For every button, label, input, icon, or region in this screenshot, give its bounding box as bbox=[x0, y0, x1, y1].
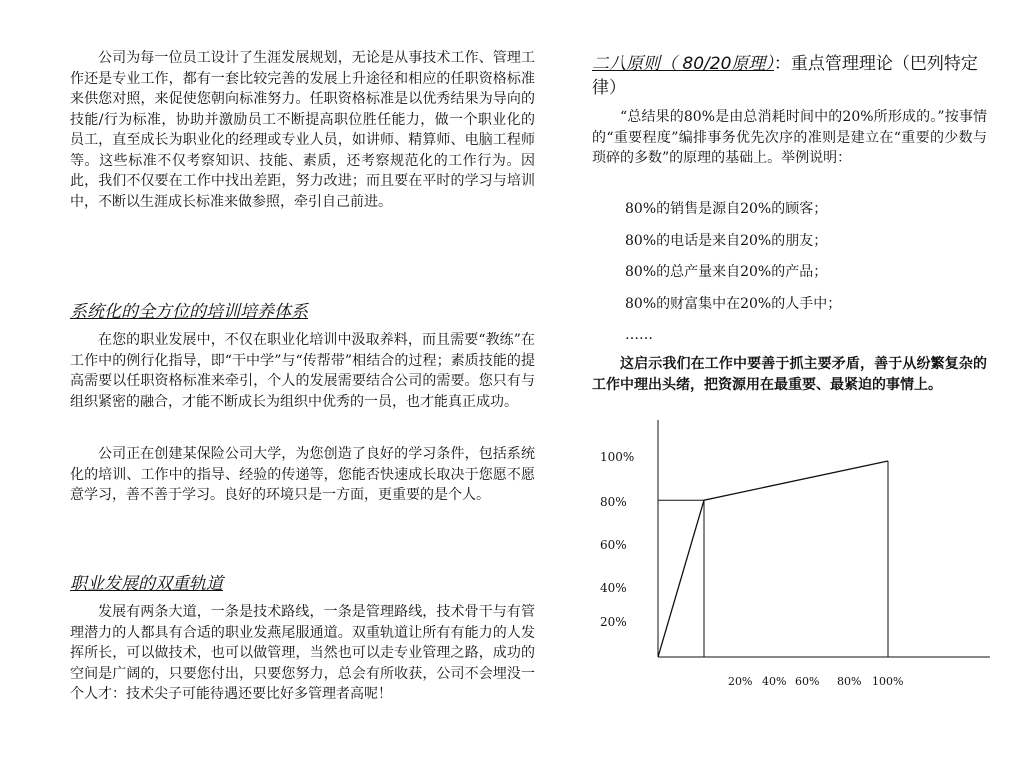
y-tick-label: 20% bbox=[600, 615, 627, 629]
training-paragraph: 在您的职业发展中，不仅在职业化培训中汲取养料，而且需要“教练”在工作中的例行化指导，即“干中学”与“传帮带”相结合的过程；素质技能的提高需要以任职资格标准来牵引，个人的发展需要结合公司的需要。您只有与组织紧密的融合，才能不断成长为组织中优秀的一员，也才能真正成功。 bbox=[70, 332, 535, 410]
y-tick-label: 60% bbox=[600, 538, 627, 552]
list-item: 80%的财富集中在20%的人手中； bbox=[625, 295, 842, 312]
dual-track-heading: 职业发展的双重轨道 bbox=[70, 574, 223, 594]
list-item: 80%的总产量来自20%的产品； bbox=[625, 264, 828, 280]
x-tick-label: 80% bbox=[837, 675, 862, 688]
list-item: 80%的电话是来自20%的朋友； bbox=[625, 232, 828, 249]
y-tick-label: 40% bbox=[600, 581, 627, 595]
list-item: 80%的销售是源自20%的顾客； bbox=[625, 201, 828, 217]
pareto-chart bbox=[592, 415, 992, 715]
y-tick-label: 100% bbox=[600, 450, 635, 464]
list-item: …… bbox=[625, 327, 653, 343]
career-plan-paragraph: 公司为每一位员工设计了生涯发展规划，无论是从事技术工作、管理工作还是专业工作，都有一套比较完善的发展上升途径和相应的任职资格标准来供您对照，来促使您朝向标准努力。任职资格标准是以优秀结果为导向的技能/行为标准，协助并激励员工不断提高职位胜任能力，做一个职业化的员工，直至成长为职业化的经理或专业人员，如讲师、精算师、电脑工程师等。这些标准不仅考察知识、技能、素质，还考察规范化的工作行为。因此，我们不仅要在工作中找出差距，努力改进；而且要在平时的学习与培训中，不断以生涯成长标准来做参照，牵引自己前进。 bbox=[70, 50, 535, 210]
conclusion-paragraph: 这启示我们在工作中要善于抓主要矛盾，善于从纷繁复杂的工作中理出头绪，把资源用在最重要、最紧迫的事情上。 bbox=[592, 356, 987, 393]
examples-list bbox=[625, 199, 841, 357]
x-tick-label: 100% bbox=[872, 675, 904, 688]
pareto-explanation: “总结果的80%是由总消耗时间中的20%所形成的。”按事情的“重要程度”编排事务优先次序的准则是建立在“重要的少数与琐碎的多数”的原理的基础上。举例说明： bbox=[592, 109, 987, 166]
dual-track-paragraph: 发展有两条大道，一条是技术路线，一条是管理路线，技术骨干与有管理潜力的人都具有合适的职业发燕尾服通道。双重轨道让所有有能力的人发挥所长，可以做技术，也可以做管理，当然也可以走专业管理之路，成功的空间是广阔的，只要您付出，只要您努力，总会有所收获，公司不会埋没一个人才：技术尖子可能待遇还要比好多管理者高呢！ bbox=[70, 604, 535, 702]
pareto-heading bbox=[592, 52, 992, 100]
pareto-heading-rest: ：重点管理理论（巴列特定律） bbox=[592, 54, 978, 98]
x-tick-label: 20% bbox=[728, 675, 753, 688]
x-tick-label: 40% bbox=[762, 675, 787, 688]
x-tick-label: 60% bbox=[795, 675, 820, 688]
university-paragraph: 公司正在创建某保险公司大学，为您创造了良好的学习条件，包括系统化的培训、工作中的指导、经验的传递等，您能否快速成长取决于您愿不愿意学习，善不善于学习。良好的环境只是一方面，更重要的是个人。 bbox=[70, 446, 535, 503]
pareto-line bbox=[658, 461, 888, 657]
pareto-heading-underlined: 二八原则（ 80/20原理） bbox=[592, 54, 774, 74]
training-system-heading: 系统化的全方位的培训培养体系 bbox=[70, 302, 308, 322]
y-tick-label: 80% bbox=[600, 495, 627, 509]
